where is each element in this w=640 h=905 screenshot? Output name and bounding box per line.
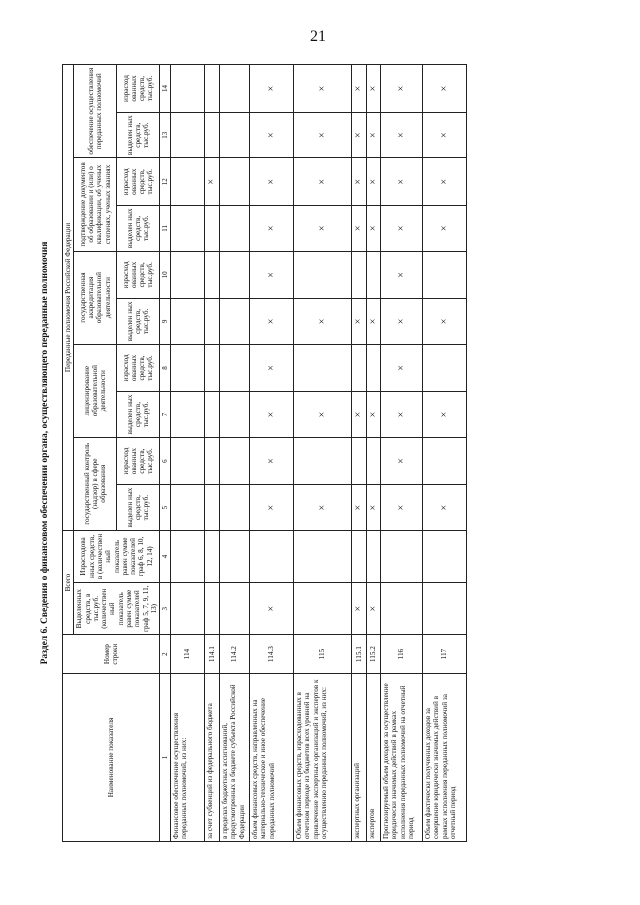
cell-mark: × — [250, 251, 294, 299]
row-name: Прогнозируемый объем доходов за осуществление юридически значимых действий в рамках исполнения переданных полномочий на отчетный период — [381, 673, 423, 841]
row-code: 115.2 — [366, 635, 381, 674]
cell-mark — [423, 344, 467, 392]
cell-mark — [220, 251, 250, 299]
header-group-control: государственный контроль (надзор) в сфере образования — [74, 437, 117, 530]
column-number: 3 — [160, 583, 171, 635]
cell-mark — [352, 251, 367, 299]
table-row — [381, 65, 423, 842]
table-body — [171, 65, 467, 842]
cell-mark — [220, 112, 250, 157]
cell-mark: × — [250, 206, 294, 251]
cell-mark: × — [352, 583, 367, 635]
cell-mark: × — [423, 299, 467, 344]
cell-mark — [294, 530, 352, 582]
cell-mark — [205, 112, 220, 157]
cell-mark — [171, 65, 205, 113]
cell-mark — [381, 530, 423, 582]
cell-mark: × — [205, 158, 220, 206]
cell-mark — [220, 485, 250, 530]
cell-mark: × — [250, 65, 294, 113]
column-number-row — [160, 65, 171, 842]
header-allocated: выделен ных средств, тыс.руб. — [117, 485, 160, 530]
cell-mark — [205, 583, 220, 635]
row-code: 116 — [381, 635, 423, 674]
table-row — [352, 65, 367, 842]
header-total-allocated: Выделенных средств, в тыс.руб. (количествен ный показатель равен сумме показателей граф 5, 7, 9, 11, 13) — [74, 583, 160, 635]
cell-mark — [294, 437, 352, 485]
header-allocated: выделен ных средств, тыс.руб. — [117, 206, 160, 251]
row-name: Объем финансовых средств, израсходованных в отчетном периоде из бюджетов всех уровней на привлечение экспертных организаций и экспертов к осуществлению переданных полномочий, из них: — [294, 673, 352, 841]
cell-mark — [220, 583, 250, 635]
header-group-accreditation: государственная аккредитация образовательной деятельности — [74, 251, 117, 344]
cell-mark — [171, 299, 205, 344]
cell-mark: × — [423, 65, 467, 113]
cell-mark — [220, 65, 250, 113]
cell-mark — [250, 530, 294, 582]
cell-mark — [171, 392, 205, 437]
cell-mark — [220, 299, 250, 344]
header-spent: израсход ованных средств, тыс.руб. — [117, 251, 160, 299]
cell-mark: × — [423, 392, 467, 437]
cell-mark — [205, 392, 220, 437]
cell-mark — [171, 485, 205, 530]
column-number: 10 — [160, 251, 171, 299]
cell-mark: × — [366, 65, 381, 113]
cell-mark: × — [294, 112, 352, 157]
rotated-table-area — [40, 64, 578, 842]
cell-mark: × — [423, 206, 467, 251]
cell-mark: × — [250, 437, 294, 485]
row-code: 117 — [423, 635, 467, 674]
page-number: 21 — [310, 28, 326, 45]
cell-mark: × — [294, 158, 352, 206]
cell-mark — [423, 530, 467, 582]
column-number: 7 — [160, 392, 171, 437]
cell-mark — [205, 485, 220, 530]
cell-mark: × — [381, 112, 423, 157]
cell-mark: × — [352, 485, 367, 530]
header-spent: израсход ованных средств, тыс.руб. — [117, 344, 160, 392]
cell-mark: × — [352, 65, 367, 113]
table-row — [366, 65, 381, 842]
column-number: 2 — [160, 635, 171, 674]
cell-mark — [205, 251, 220, 299]
cell-mark: × — [250, 158, 294, 206]
row-name: экспертных организаций — [352, 673, 367, 841]
header-spent: израсход ованных средств, тыс.руб. — [117, 65, 160, 113]
row-name: за счет субвенций из федерального бюджета — [205, 673, 220, 841]
cell-mark: × — [366, 158, 381, 206]
row-name: Объем фактически полученных доходов за совершение юридически значимых действий в рамках исполнения переданных полномочий за отчетный период — [423, 673, 467, 841]
cell-mark: × — [366, 583, 381, 635]
table-row — [171, 65, 205, 842]
cell-mark: × — [381, 344, 423, 392]
cell-mark: × — [366, 392, 381, 437]
cell-mark: × — [294, 65, 352, 113]
column-number: 11 — [160, 206, 171, 251]
header-row-no: Номер строки — [63, 635, 160, 674]
cell-mark — [205, 437, 220, 485]
cell-mark: × — [381, 206, 423, 251]
cell-mark: × — [294, 392, 352, 437]
cell-mark — [220, 530, 250, 582]
cell-mark — [205, 206, 220, 251]
row-name: в пределах бюджетных ассигнований, предусмотренных в бюджете субъекта Российской Федерации — [220, 673, 250, 841]
cell-mark — [171, 437, 205, 485]
cell-mark — [205, 344, 220, 392]
cell-mark — [171, 583, 205, 635]
cell-mark — [352, 437, 367, 485]
column-number: 5 — [160, 485, 171, 530]
column-number: 9 — [160, 299, 171, 344]
cell-mark: × — [381, 485, 423, 530]
cell-mark: × — [250, 344, 294, 392]
row-name: экспертов — [366, 673, 381, 841]
cell-mark: × — [250, 392, 294, 437]
cell-mark: × — [294, 206, 352, 251]
cell-mark — [220, 437, 250, 485]
cell-mark — [352, 530, 367, 582]
cell-mark — [294, 583, 352, 635]
cell-mark — [171, 158, 205, 206]
section-title: Раздел 6. Сведения о финансовом обеспечении органа, осуществляющего переданные полномочия — [40, 241, 50, 665]
cell-mark: × — [366, 112, 381, 157]
cell-mark — [294, 251, 352, 299]
header-spent: израсход ованных средств, тыс.руб. — [117, 437, 160, 485]
cell-mark — [220, 344, 250, 392]
cell-mark — [381, 583, 423, 635]
cell-mark — [205, 299, 220, 344]
row-code: 114.2 — [220, 635, 250, 674]
header-group-licensing: лицензирование образовательной деятельности — [74, 344, 117, 437]
cell-mark: × — [423, 158, 467, 206]
cell-mark: × — [352, 206, 367, 251]
column-number: 14 — [160, 65, 171, 113]
header-transferred: Переданные полномочия Российской Федерации — [63, 65, 74, 531]
cell-mark: × — [381, 392, 423, 437]
cell-mark — [352, 344, 367, 392]
cell-mark: × — [381, 251, 423, 299]
cell-mark: × — [294, 299, 352, 344]
cell-mark: × — [352, 112, 367, 157]
financial-table — [62, 64, 467, 842]
table-row — [294, 65, 352, 842]
header-group-provision: обеспечение осуществления переданных полномочий — [74, 65, 117, 158]
cell-mark — [366, 437, 381, 485]
cell-mark: × — [381, 158, 423, 206]
row-code: 114.1 — [205, 635, 220, 674]
header-spent: израсход ованных средств, тыс.руб. — [117, 158, 160, 206]
cell-mark — [171, 530, 205, 582]
cell-mark — [171, 251, 205, 299]
row-name: объем финансовых средств, направленных на материально-техническое и иное обеспечение переданных полномочий — [250, 673, 294, 841]
cell-mark: × — [381, 299, 423, 344]
cell-mark: × — [250, 583, 294, 635]
column-number: 8 — [160, 344, 171, 392]
cell-mark: × — [250, 299, 294, 344]
header-allocated: выделен ных средств, тыс.руб. — [117, 392, 160, 437]
cell-mark — [171, 206, 205, 251]
header-total: Всего — [63, 530, 74, 634]
column-number: 12 — [160, 158, 171, 206]
cell-mark — [423, 583, 467, 635]
cell-mark — [423, 251, 467, 299]
cell-mark — [220, 392, 250, 437]
cell-mark — [205, 65, 220, 113]
cell-mark: × — [366, 206, 381, 251]
cell-mark: × — [352, 158, 367, 206]
cell-mark — [423, 437, 467, 485]
cell-mark: × — [423, 485, 467, 530]
cell-mark: × — [423, 112, 467, 157]
cell-mark — [220, 206, 250, 251]
row-code: 115 — [294, 635, 352, 674]
column-number: 1 — [160, 673, 171, 841]
cell-mark: × — [250, 112, 294, 157]
row-name: Финансовое обеспечение осуществления переданных полномочий, из них: — [171, 673, 205, 841]
cell-mark: × — [294, 485, 352, 530]
cell-mark — [366, 344, 381, 392]
column-number: 6 — [160, 437, 171, 485]
header-name: Наименование показателя — [63, 673, 160, 841]
table-row — [250, 65, 294, 842]
cell-mark — [220, 158, 250, 206]
cell-mark — [205, 530, 220, 582]
table-row — [220, 65, 250, 842]
cell-mark: × — [352, 392, 367, 437]
header-total-spent: Израсходова нных средств, в (количествен ный показатель равен сумме показателей граф 6, 8, 10, 12, 14) — [74, 530, 160, 582]
table-row — [205, 65, 220, 842]
table-row — [423, 65, 467, 842]
row-code: 115.1 — [352, 635, 367, 674]
cell-mark: × — [352, 299, 367, 344]
column-number: 4 — [160, 530, 171, 582]
row-code: 114 — [171, 635, 205, 674]
row-code: 114.3 — [250, 635, 294, 674]
cell-mark — [171, 344, 205, 392]
header-allocated: выделен ных средств, тыс.руб. — [117, 112, 160, 157]
column-number: 13 — [160, 112, 171, 157]
cell-mark — [366, 530, 381, 582]
cell-mark: × — [381, 65, 423, 113]
header-group-documents: подтверждение документов об образовании и (или) о квалификации, об ученых степенях, ученых званиях — [74, 158, 117, 251]
cell-mark — [366, 251, 381, 299]
header-allocated: выделен ных средств, тыс.руб. — [117, 299, 160, 344]
cell-mark: × — [366, 485, 381, 530]
cell-mark: × — [366, 299, 381, 344]
cell-mark — [294, 344, 352, 392]
cell-mark: × — [381, 437, 423, 485]
cell-mark — [171, 112, 205, 157]
cell-mark: × — [250, 485, 294, 530]
